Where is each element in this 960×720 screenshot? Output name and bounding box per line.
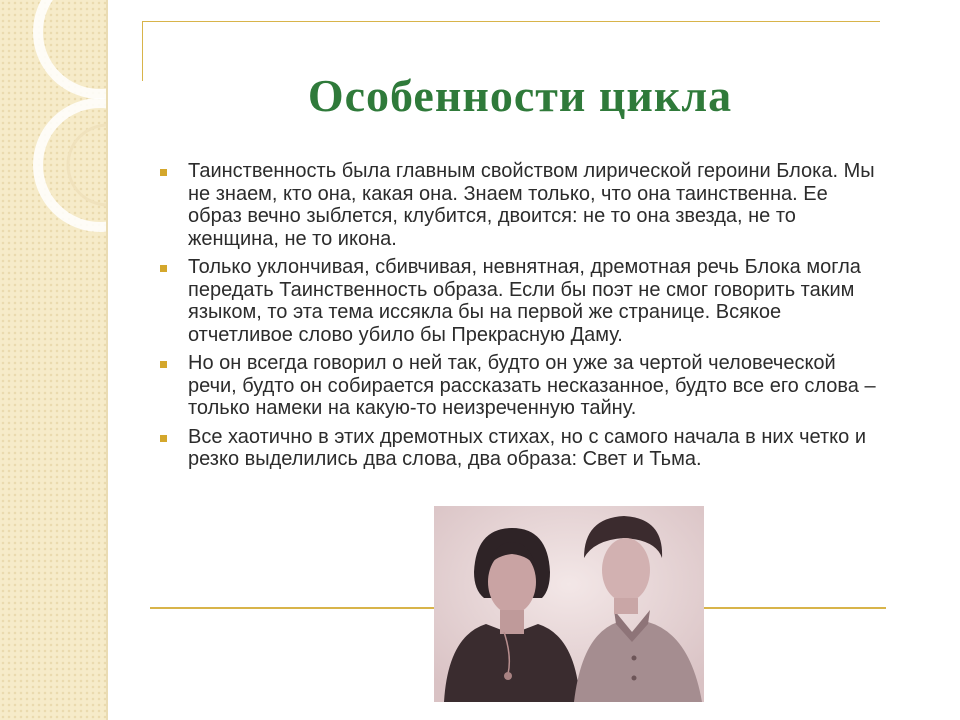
bullet-marker-icon <box>160 265 167 272</box>
top-divider-line <box>142 21 880 22</box>
bullet-item <box>160 160 880 250</box>
bullet-item <box>160 426 880 471</box>
bullet-list <box>160 160 880 477</box>
slide-title: Особенности цикла <box>307 69 733 121</box>
bullet-item <box>160 256 880 346</box>
bullet-text: Но он всегда говорил о ней так, будто он уже за чертой человеческой речи, будто он собирается рассказать несказанное, будто все его слова – только намеки на какую-то неизреченную тайну. <box>188 352 876 419</box>
bullet-marker-icon <box>160 361 167 368</box>
bullet-marker-icon <box>160 435 167 442</box>
bullet-text: Таинственность была главным свойством лирической героини Блока. Мы не знаем, кто она, какая она. Знаем только, что она таинственна. Ее образ вечно зыблется, клубится, двоится: не то она звезда, не то женщина, не то икона. <box>188 160 875 250</box>
bullet-text: Все хаотично в этих дремотных стихах, но с самого начала в них четко и резко выделились два слова, два образа: Свет и Тьма. <box>188 425 866 470</box>
bullet-text: Только уклончивая, сбивчивая, невнятная, дремотная речь Блока могла передать Таинственность образа. Если бы поэт не смог говорить таким языком, то эта тема иссякла бы на первой же странице. Всякое отчетливое слово убило бы Прекрасную Даму. <box>188 256 861 346</box>
bullet-item <box>160 352 880 420</box>
bullet-marker-icon <box>160 169 167 176</box>
portrait-photo <box>434 506 704 702</box>
